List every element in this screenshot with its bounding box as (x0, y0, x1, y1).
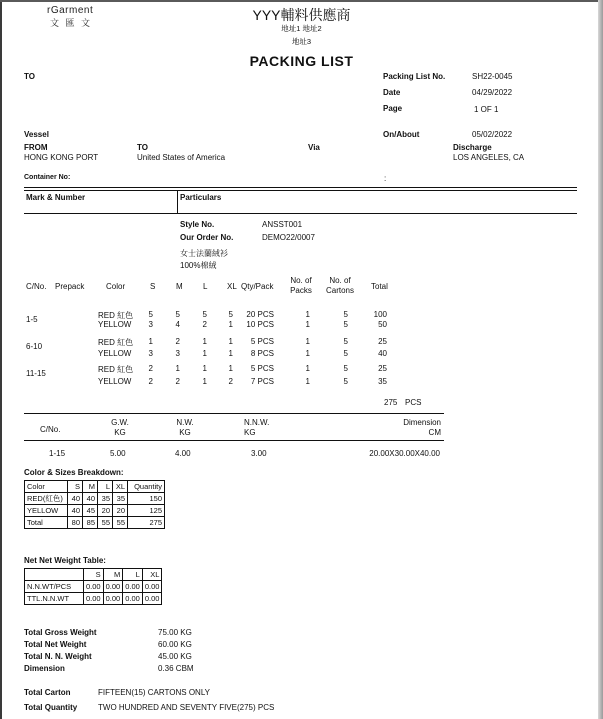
net-weight-cell: TTL.N.N.WT (25, 593, 84, 605)
carton-cell-s: 2 (148, 377, 153, 386)
net-weight-table (24, 568, 162, 605)
logo-subtext: 文 匯 文 (50, 18, 93, 28)
carton-cell-cartons: 5 (343, 310, 348, 319)
divider-top-2 (24, 190, 577, 191)
particulars-heading: Particulars (180, 193, 222, 202)
carton-cell-total: 25 (378, 337, 387, 346)
weight-col-nw-2: KG (179, 428, 191, 437)
breakdown-cell: YELLOW (25, 505, 68, 517)
carton-cell-m: 3 (175, 349, 180, 358)
carton-cell-packs: 1 (305, 349, 310, 358)
container-label: Container No: (24, 174, 71, 181)
carton-cell-xl: 1 (228, 364, 233, 373)
carton-cell-m: 1 (175, 364, 180, 373)
col-cartons-1: No. of (329, 276, 351, 285)
meta-value-date: 04/29/2022 (472, 88, 513, 97)
grand-total: 275 (384, 398, 398, 407)
dimension-label: Dimension (24, 664, 65, 673)
carton-cell-s: 5 (148, 310, 153, 319)
carton-cell-s: 1 (148, 337, 153, 346)
company-address-2: 地址3 (291, 37, 312, 46)
route-to-value: United States of America (137, 153, 226, 162)
weight-gw: 5.00 (110, 449, 126, 458)
document-title: PACKING LIST (249, 53, 354, 69)
col-cno: C/No. (26, 282, 47, 291)
carton-cell-s: 3 (148, 320, 153, 329)
weight-dimension: 20.00X30.00X40.00 (369, 449, 440, 458)
carton-cell-qty: 10 PCS (246, 320, 274, 329)
carton-cell-qty: 5 PCS (250, 337, 274, 346)
vessel-label: Vessel (24, 130, 49, 139)
breakdown-row (25, 505, 165, 517)
carton-cell-total: 40 (378, 349, 387, 358)
weight-col-dim-2: CM (428, 428, 441, 437)
net-weight-cell: S (84, 569, 104, 581)
net-weight-cell: 0.00 (123, 581, 143, 593)
dimension-value: 0.36 CBM (158, 664, 194, 673)
net-weight-cell: N.N.WT/PCS (25, 581, 84, 593)
via-label: Via (308, 143, 320, 152)
breakdown-row (25, 481, 165, 493)
col-color: Color (106, 282, 126, 291)
carton-cell-color: RED 紅色 (98, 311, 134, 320)
carton-cell-cartons: 5 (343, 337, 348, 346)
carton-cell-packs: 1 (305, 337, 310, 346)
from-label: FROM (24, 143, 48, 152)
to-label: TO (24, 72, 35, 81)
weight-cno: 1-15 (49, 449, 66, 458)
weight-col-gw-1: G.W. (111, 418, 129, 427)
net-weight-cell: 0.00 (123, 593, 143, 605)
carton-cell-l: 5 (202, 310, 207, 319)
breakdown-cell: XL (113, 481, 128, 493)
carton-cell-s: 2 (148, 364, 153, 373)
weight-col-dim-1: Dimension (403, 418, 441, 427)
frame-top-border (0, 0, 603, 2)
carton-cell-l: 2 (202, 320, 207, 329)
net-weight-row (25, 581, 162, 593)
grand-total-unit: PCS (405, 398, 422, 407)
weight-divider-bottom (24, 440, 444, 441)
net-weight-cell: 0.00 (84, 593, 104, 605)
carton-cell-total: 100 (373, 310, 387, 319)
window-shadow (598, 0, 603, 719)
order-value: DEMO22/0007 (262, 233, 315, 242)
col-s: S (150, 282, 156, 291)
logo-text: rGarment (47, 5, 94, 16)
breakdown-cell: M (83, 481, 98, 493)
meta-value-page: 1 OF 1 (474, 105, 499, 114)
order-label: Our Order No. (180, 233, 234, 242)
col-prepack: Prepack (55, 282, 85, 291)
total-nn-label: Total N. N. Weight (24, 652, 92, 661)
carton-cell-xl: 1 (228, 349, 233, 358)
breakdown-cell: 80 (68, 517, 83, 529)
carton-cell-qty: 20 PCS (246, 310, 274, 319)
discharge-value: LOS ANGELES, CA (453, 153, 525, 162)
weight-nw: 4.00 (175, 449, 191, 458)
carton-cell-l: 1 (202, 377, 207, 386)
weight-col-nnw-2: KG (244, 428, 256, 437)
divider-particulars (24, 213, 577, 214)
breakdown-title: Color & Sizes Breakdown: (24, 468, 124, 477)
net-weight-cell: XL (142, 569, 162, 581)
carton-cell-total: 25 (378, 364, 387, 373)
breakdown-cell: 45 (83, 505, 98, 517)
carton-cell-cartons: 5 (343, 349, 348, 358)
col-packs-2: Packs (290, 286, 312, 295)
divider-vertical (177, 190, 178, 213)
carton-cell-xl: 1 (228, 337, 233, 346)
breakdown-cell: 40 (68, 505, 83, 517)
discharge-label: Discharge (453, 143, 492, 152)
carton-cell-m: 4 (175, 320, 180, 329)
weight-col-gw-2: KG (114, 428, 126, 437)
breakdown-cell: S (68, 481, 83, 493)
carton-cell-color: RED 紅色 (98, 365, 134, 374)
on-about-label: On/About (383, 130, 420, 139)
carton-cell-packs: 1 (305, 364, 310, 373)
breakdown-cell: 35 (113, 493, 128, 505)
carton-cell-packs: 1 (305, 320, 310, 329)
carton-cell-cartons: 5 (343, 320, 348, 329)
carton-cell-xl: 2 (228, 377, 233, 386)
col-qty: Qty/Pack (241, 282, 274, 291)
carton-cell-qty: 8 PCS (250, 349, 274, 358)
weight-nnw: 3.00 (251, 449, 267, 458)
from-value: HONG KONG PORT (24, 153, 99, 162)
breakdown-table (24, 480, 165, 529)
mark-number-heading: Mark & Number (26, 193, 86, 202)
net-weight-cell: 0.00 (142, 581, 162, 593)
route-to-label: TO (137, 143, 148, 152)
carton-cell-cno: 1-5 (26, 315, 38, 324)
style-material: 100%棉絨 (180, 261, 217, 270)
total-gross-label: Total Gross Weight (24, 628, 97, 637)
net-weight-cell: 0.00 (84, 581, 104, 593)
carton-cell-cartons: 5 (343, 364, 348, 373)
carton-cell-cartons: 5 (343, 377, 348, 386)
carton-cell-qty: 7 PCS (250, 377, 274, 386)
net-weight-row (25, 569, 162, 581)
breakdown-cell: 125 (128, 505, 165, 517)
breakdown-cell: 55 (113, 517, 128, 529)
net-weight-cell: 0.00 (103, 593, 123, 605)
carton-cell-total: 35 (378, 377, 387, 386)
breakdown-cell: RED(紅色) (25, 493, 68, 505)
carton-cell-color: YELLOW (98, 377, 132, 386)
total-carton-label: Total Carton (24, 688, 71, 697)
breakdown-cell: 20 (98, 505, 113, 517)
carton-cell-xl: 5 (228, 310, 233, 319)
meta-label-date: Date (383, 88, 401, 97)
breakdown-row (25, 493, 165, 505)
carton-cell-total: 50 (378, 320, 387, 329)
carton-cell-m: 2 (175, 337, 180, 346)
total-quantity-value: TWO HUNDRED AND SEVENTY FIVE(275) PCS (98, 703, 275, 712)
total-gross-value: 75.00 KG (158, 628, 192, 637)
net-weight-cell: 0.00 (142, 593, 162, 605)
on-about-value: 05/02/2022 (472, 130, 513, 139)
breakdown-cell: Quantity (128, 481, 165, 493)
breakdown-cell: 150 (128, 493, 165, 505)
carton-cell-qty: 5 PCS (250, 364, 274, 373)
company-address-1: 地址1 地址2 (281, 24, 322, 33)
breakdown-cell: 40 (68, 493, 83, 505)
weight-col-nnw-1: N.N.W. (244, 418, 270, 427)
style-description: 女士法蘭絨衫 (180, 249, 228, 258)
col-total: Total (371, 282, 388, 291)
carton-cell-l: 1 (202, 349, 207, 358)
total-quantity-label: Total Quantity (24, 703, 78, 712)
breakdown-cell: L (98, 481, 113, 493)
net-weight-cell (25, 569, 84, 581)
breakdown-cell: 35 (98, 493, 113, 505)
carton-cell-color: RED 紅色 (98, 338, 134, 347)
breakdown-cell: 55 (98, 517, 113, 529)
container-colon: : (384, 174, 387, 183)
net-weight-cell: 0.00 (103, 581, 123, 593)
carton-cell-color: YELLOW (98, 320, 132, 329)
style-label: Style No. (180, 220, 215, 229)
col-packs-1: No. of (290, 276, 312, 285)
total-carton-value: FIFTEEN(15) CARTONS ONLY (98, 688, 211, 697)
net-weight-row (25, 593, 162, 605)
carton-cell-packs: 1 (305, 310, 310, 319)
carton-cell-xl: 1 (228, 320, 233, 329)
net-weight-cell: L (123, 569, 143, 581)
net-weight-title: Net Net Weight Table: (24, 556, 106, 565)
net-weight-cell: M (103, 569, 123, 581)
carton-cell-s: 3 (148, 349, 153, 358)
breakdown-cell: Total (25, 517, 68, 529)
weight-divider-top (24, 413, 444, 414)
carton-cell-color: YELLOW (98, 349, 132, 358)
col-cartons-2: Cartons (325, 286, 354, 295)
carton-cell-l: 1 (202, 337, 207, 346)
col-l: L (203, 282, 208, 291)
divider-top (24, 187, 577, 188)
total-nn-value: 45.00 KG (158, 652, 192, 661)
breakdown-cell: 20 (113, 505, 128, 517)
weight-col-nw-1: N.W. (176, 418, 194, 427)
carton-cell-packs: 1 (305, 377, 310, 386)
meta-label-packing-no: Packing List No. (383, 72, 446, 81)
breakdown-cell: 85 (83, 517, 98, 529)
breakdown-cell: Color (25, 481, 68, 493)
carton-cell-cno: 6-10 (26, 342, 43, 351)
style-value: ANSST001 (262, 220, 303, 229)
breakdown-cell: 275 (128, 517, 165, 529)
company-name: YYY輔料供應商 (252, 7, 351, 23)
meta-label-page: Page (383, 104, 403, 113)
col-xl: XL (227, 282, 237, 291)
breakdown-cell: 40 (83, 493, 98, 505)
carton-cell-m: 2 (175, 377, 180, 386)
weight-col-cno: C/No. (40, 425, 61, 434)
total-net-value: 60.00 KG (158, 640, 192, 649)
col-m: M (176, 282, 183, 291)
breakdown-row (25, 517, 165, 529)
carton-cell-l: 1 (202, 364, 207, 373)
carton-cell-cno: 11-15 (26, 369, 46, 378)
carton-cell-m: 5 (175, 310, 180, 319)
meta-value-packing-no: SH22-0045 (472, 72, 513, 81)
total-net-label: Total Net Weight (24, 640, 87, 649)
